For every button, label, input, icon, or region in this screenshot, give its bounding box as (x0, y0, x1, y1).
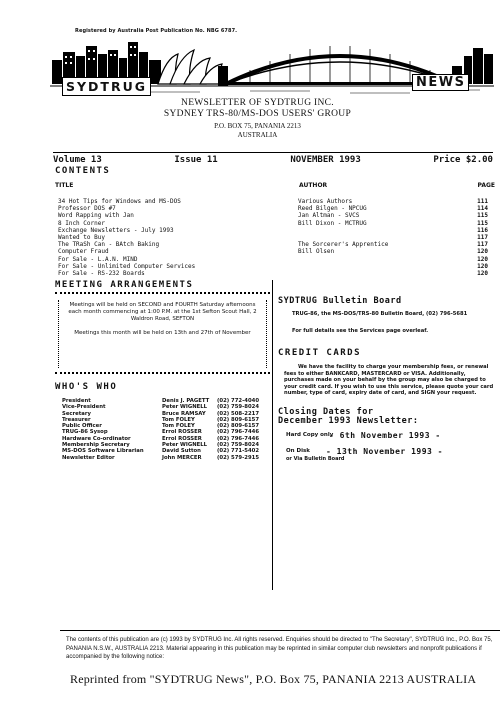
who-name: Errol ROSSER (162, 429, 202, 436)
who-phone: (02) 796-7446 (217, 429, 260, 436)
who-phone: (02) 579-2915 (217, 454, 260, 461)
sydtrug-logo-text: SYDTRUG (62, 77, 151, 96)
who-phone: (02) 759-8024 (217, 404, 260, 411)
copyright-notice: The contents of this publication are (c) 1993 by SYDTRUG Inc. All rights reserved. Enquiries should be directed to "The Secretary", SYDTRUG Inc., P.O. Box 75, PANANIA N.S.W., AUSTRALIA 2213. Material appearing in this publication may be reprinted in similar computer club newsletters and nonprofit publications if accompanied by the following notice: (66, 637, 493, 661)
bulletin-board-details: For full details see the Services page overleaf. (292, 328, 429, 334)
toc-row (58, 212, 488, 219)
toc-title: Exchange Newsletters - July 1993 (58, 226, 174, 234)
header-line-2: SYDNEY TRS-80/MS-DOS USERS' GROUP (163, 109, 352, 119)
toc-page: 114 (477, 205, 488, 213)
toc-row (58, 198, 488, 205)
toc-title: For Sale - RS-232 Boards (58, 269, 145, 277)
hard-copy-date: - 6th November 1993 - (329, 431, 441, 440)
who-role: Vice-President (62, 404, 106, 411)
who-role: President (62, 398, 91, 404)
toc-row (58, 234, 488, 241)
disk-sub-label: or Via Bulletin Board (286, 456, 345, 462)
col-author: AUTHOR (299, 182, 328, 189)
news-logo-text: NEWS (412, 74, 469, 91)
who-role: MS-DOS Software Librarian (62, 448, 144, 455)
toc-page: 111 (477, 198, 488, 205)
who-name: Tom FOLEY (162, 423, 195, 430)
who-name: Errol ROSSER (162, 435, 202, 442)
who-role: Newsletter Editor (62, 454, 115, 461)
who-role: Public Officer (62, 423, 102, 430)
toc-title: Professor DOS #7 (58, 205, 116, 213)
who-phone: (02) 796-7446 (217, 435, 260, 442)
header-line-3: P.O. BOX 75, PANANIA 2213 (214, 122, 301, 130)
whos-who-heading: WHO'S WHO (55, 382, 118, 392)
price-label: Price $2.00 (433, 155, 493, 165)
whos-who-list (62, 398, 272, 461)
toc-title: The TRaSh Can - BAtch Baking (58, 241, 160, 249)
who-role: Secretary (62, 410, 91, 417)
toc-title: For Sale - Unlimited Computer Services (58, 262, 196, 270)
who-role: TRUG-86 Sysop (62, 429, 108, 436)
who-name: Denis J. PAGETT (162, 398, 210, 404)
contents-column-headers (55, 182, 495, 194)
footer-divider (60, 630, 500, 631)
toc-row (58, 256, 488, 263)
toc-row (58, 220, 488, 227)
toc-author: The Sorcerer's Apprentice (298, 241, 389, 249)
closing-disk-row (286, 447, 498, 462)
bulletin-board-number: TRUG-86, the MS-DOS/TRS-80 Bulletin Board, (02) 796-5681 (292, 311, 468, 317)
toc-page: 117 (477, 233, 488, 241)
toc-page: 115 (477, 219, 488, 227)
closing-hard-copy-row (286, 432, 498, 438)
who-phone: (02) 809-6157 (217, 423, 260, 430)
meeting-box-border-left (58, 300, 59, 368)
toc-title: Computer Fraud (58, 248, 109, 256)
who-phone: (02) 809-6157 (217, 416, 260, 423)
meeting-para-1: Meetings will be held on SECOND and FOURTH Saturday afternoons each month commencing at 1:00 P.M. at the 1st Sefton Scout Hall, 2 Waldron Road, SEFTON (68, 302, 257, 322)
who-name: Peter WIGNELL (162, 404, 208, 411)
toc-title: Wanted to Buy (58, 233, 105, 241)
who-role: Membership Secretary (62, 442, 130, 449)
month-label: NOVEMBER 1993 (290, 155, 361, 165)
col-title: TITLE (55, 182, 74, 189)
toc-row (58, 241, 488, 248)
credit-cards-text: We have the facility to charge your membership fees, or renewal fees to either BANKCARD, MASTERCARD or VISA. Additionally, purchases made on your behalf by the group may also be charged to your credit card. If you wish to use this service, please quote your card number, type of card, expiry date of card, and SIGN your request. (284, 364, 494, 397)
toc-row (58, 205, 488, 212)
who-row (62, 455, 272, 461)
toc-author: Bill Olsen (298, 248, 335, 256)
disk-date: - 13th November 1993 - (326, 447, 443, 456)
toc-page: 120 (477, 255, 488, 263)
toc-row (58, 227, 488, 234)
closing-title-line-2: December 1993 Newsletter: (278, 416, 419, 426)
meeting-para-2: Meetings this month will be held on 13th and 27th of November (74, 330, 251, 336)
registration-notice: Registered by Australia Post Publication No. NBG 6787. (75, 28, 238, 34)
credit-cards-heading: CREDIT CARDS (278, 348, 362, 358)
header-line-1: NEWSLETTER OF SYDTRUG INC. (181, 98, 334, 108)
toc-page: 115 (477, 212, 488, 220)
meeting-box-border-right (266, 300, 267, 368)
toc-title: For Sale - L.A.N. MIND (58, 255, 138, 263)
closing-title-line-1: Closing Dates for (278, 407, 374, 417)
newsletter-header (130, 98, 385, 139)
toc-author: Reed Bilgen - NPCUG (298, 205, 367, 213)
who-name: David Sutton (162, 448, 201, 455)
hard-copy-label: Hard Copy only (286, 432, 334, 438)
toc-author: Various Authors (298, 198, 353, 205)
who-name: Tom FOLEY (162, 416, 195, 423)
toc-page: 120 (477, 262, 488, 270)
toc-row (58, 263, 488, 270)
toc-title: 34 Hot Tips for Windows and MS-DOS (58, 198, 181, 205)
who-role: Hardware Co-ordinator (62, 435, 131, 442)
toc-title: Word Rapping with Jan (58, 212, 134, 220)
toc-page: 120 (477, 269, 488, 277)
header-line-4: AUSTRALIA (237, 131, 278, 139)
toc-title: 8 Inch Corner (58, 219, 105, 227)
closing-dates-heading (278, 408, 418, 426)
meeting-box (55, 292, 270, 374)
who-name: Bruce RAMSAY (162, 410, 206, 417)
toc-page: 116 (477, 226, 488, 234)
column-divider (272, 280, 273, 590)
toc-row (58, 248, 488, 255)
toc-page: 120 (477, 248, 488, 256)
meeting-heading: MEETING ARRANGEMENTS (55, 280, 194, 290)
who-name: Peter WIGNELL (162, 442, 208, 449)
who-name: John MERCER (162, 454, 202, 461)
toc-row (58, 270, 488, 277)
bulletin-board-heading: SYDTRUG Bulletin Board (278, 296, 402, 306)
who-phone: (02) 508-2217 (217, 410, 260, 417)
who-phone: (02) 759-8024 (217, 442, 260, 449)
who-role: Treasurer (62, 416, 91, 423)
reprint-notice: Reprinted from "SYDTRUG News", P.O. Box 75, PANANIA 2213 AUSTRALIA (70, 672, 477, 686)
volume-label: Volume 13 (53, 155, 102, 165)
issue-info-bar (53, 152, 493, 165)
who-phone: (02) 771-5402 (217, 448, 260, 455)
disk-label: On Disk (286, 448, 310, 454)
toc-page: 117 (477, 241, 488, 249)
contents-heading: CONTENTS (55, 166, 111, 176)
issue-label: Issue 11 (174, 155, 218, 165)
who-phone: (02) 772-4040 (217, 398, 260, 404)
contents-list (58, 198, 488, 277)
toc-author: Jan Altman - SVCS (298, 212, 360, 220)
col-page: PAGE (477, 182, 495, 189)
toc-author: Bill Dixon - MCTRUG (298, 219, 367, 227)
